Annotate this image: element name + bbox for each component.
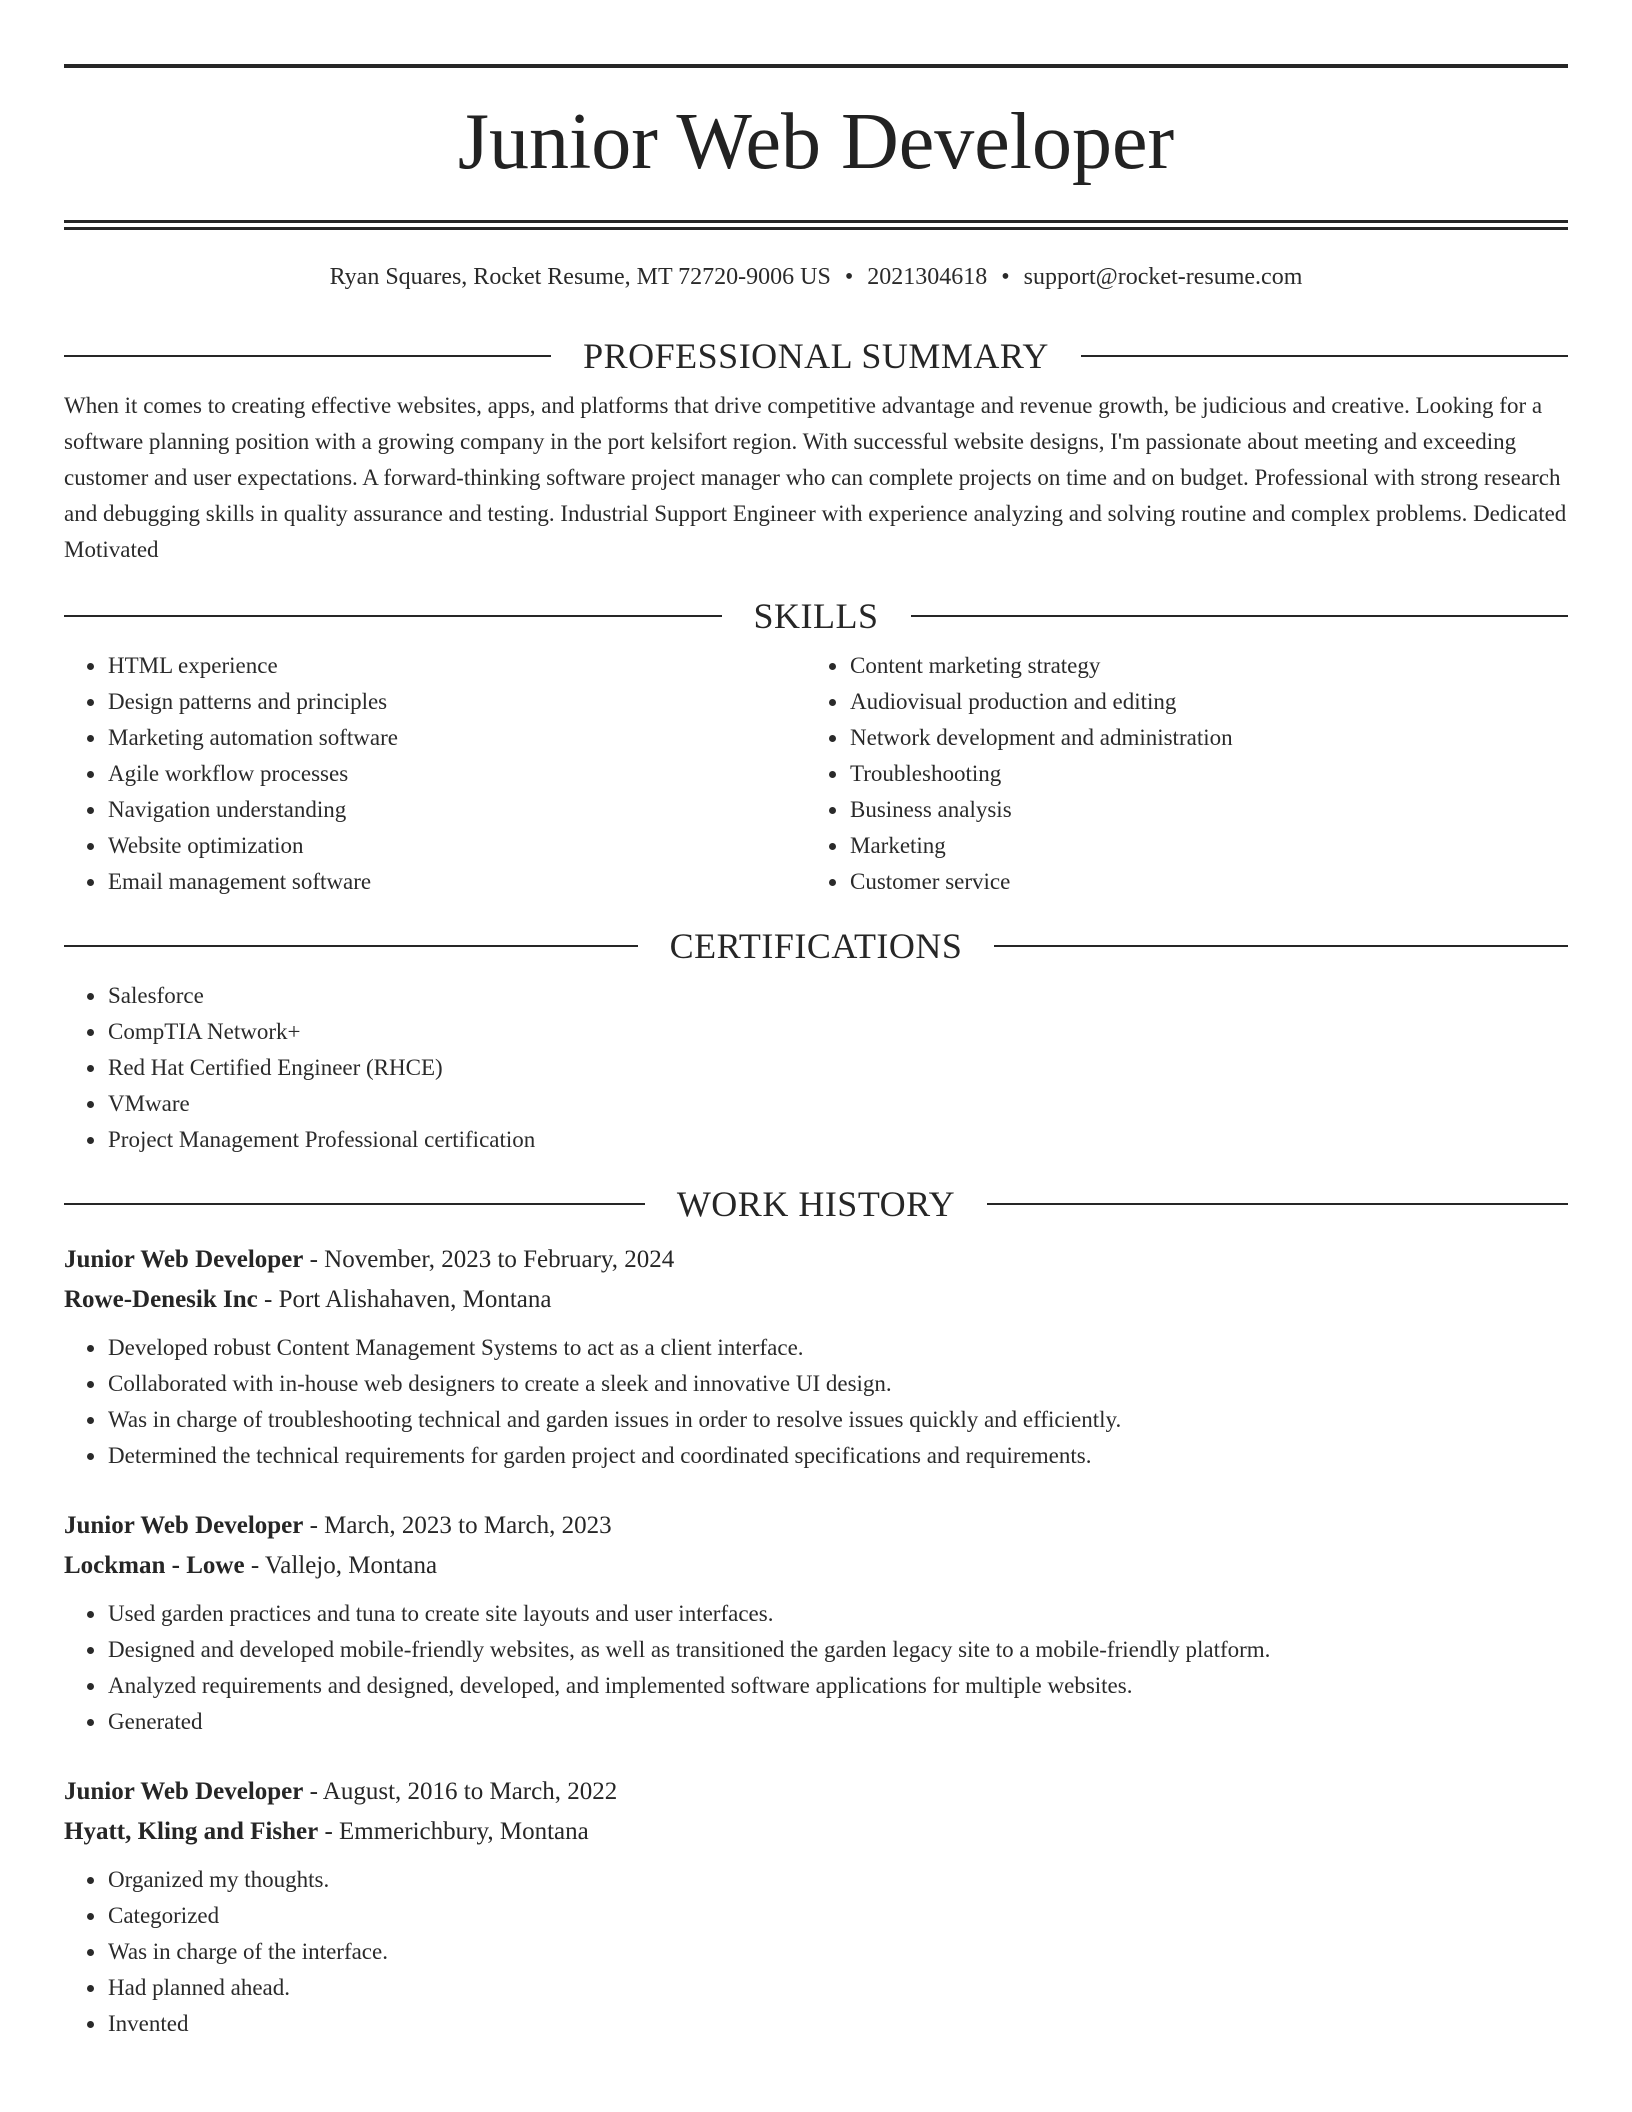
- job-company: Rowe-Denesik Inc: [64, 1286, 258, 1313]
- job-title: Junior Web Developer: [64, 1778, 304, 1805]
- section-heading-label: PROFESSIONAL SUMMARY: [583, 336, 1049, 376]
- job-bullet: • Used garden practices and tuna to create site layouts and user interfaces.: [107, 1596, 1568, 1632]
- job-bullet: • Categorized: [107, 1898, 1568, 1934]
- certification-item: • Salesforce: [107, 978, 1568, 1014]
- job-bullet: • Generated: [107, 1704, 1568, 1740]
- job-dates: - March, 2023 to March, 2023: [303, 1512, 612, 1539]
- heading-rule: [64, 615, 722, 617]
- certifications-list: [64, 978, 1568, 1158]
- skills-column-left: [64, 648, 806, 900]
- heading-rule: [987, 1203, 1568, 1205]
- skill-item: • Navigation understanding: [107, 792, 806, 828]
- skill-item: • Agile workflow processes: [107, 756, 806, 792]
- job-location: - Emmerichbury, Montana: [318, 1818, 589, 1845]
- summary-text: When it comes to creating effective websites, apps, and platforms that drive competitive advantage and revenue growth, be judicious and creative. Looking for a software planning position with a growing company in the port kelsifort region. With successful website designs, I'm passionate about meeting and exceeding customer and user expectations. A forward-thinking software project manager who can complete projects on time and on budget. Professional with strong research and debugging skills in quality assurance and testing. Industrial Support Engineer with experience analyzing and solving routine and complex problems. Dedicated Motivated: [64, 393, 1567, 562]
- skill-item: • Customer service: [849, 864, 1568, 900]
- heading-rule: [64, 1203, 645, 1205]
- section-heading-certifications: [64, 928, 1568, 964]
- job-dates: - November, 2023 to February, 2024: [303, 1246, 675, 1273]
- job-bullets: [64, 1330, 1568, 1474]
- heading-rule: [64, 355, 551, 357]
- heading-rule: [64, 945, 638, 947]
- skill-item: • Troubleshooting: [849, 756, 1568, 792]
- work-history-list: [64, 1240, 1568, 2042]
- heading-rule: [994, 945, 1568, 947]
- skill-item: • Audiovisual production and editing: [849, 684, 1568, 720]
- heading-rule: [1081, 355, 1568, 357]
- job-company: Lockman - Lowe: [64, 1552, 245, 1579]
- job-entry: [64, 1240, 1568, 1474]
- skill-item: • Content marketing strategy: [849, 648, 1568, 684]
- contact-separator: •: [1001, 264, 1010, 290]
- section-heading-label: CERTIFICATIONS: [669, 926, 963, 966]
- skill-item: • Network development and administration: [849, 720, 1568, 756]
- resume-title: Junior Web Developer: [457, 98, 1175, 186]
- skills-list: [64, 648, 1568, 900]
- skills-column-right: [806, 648, 1568, 900]
- job-bullet: • Designed and developed mobile-friendly websites, as well as transitioned the garden legacy site to a mobile-friendly platform.: [107, 1632, 1568, 1668]
- contact-address: Ryan Squares, Rocket Resume, MT 72720-9006 US: [329, 264, 831, 290]
- contact-phone: 2021304618: [867, 264, 988, 290]
- title-double-rule: [64, 220, 1568, 230]
- section-heading-label: SKILLS: [753, 596, 879, 636]
- job-entry: [64, 1772, 1568, 2042]
- job-title-line: [64, 1506, 1568, 1546]
- contact-separator: •: [844, 264, 854, 290]
- job-company-line: [64, 1812, 1568, 1852]
- job-bullets: [64, 1596, 1568, 1740]
- job-bullet: • Determined the technical requirements for garden project and coordinated specifications and requirements.: [107, 1438, 1568, 1474]
- job-bullet: • Organized my thoughts.: [107, 1862, 1568, 1898]
- skill-item: • Design patterns and principles: [107, 684, 806, 720]
- resume-page: [64, 64, 1568, 2074]
- skill-item: • Website optimization: [107, 828, 806, 864]
- skill-item: • Email management software: [107, 864, 806, 900]
- job-location: - Vallejo, Montana: [244, 1552, 438, 1579]
- job-bullet: • Invented: [107, 2006, 1568, 2042]
- contact-email: support@rocket-resume.com: [1023, 264, 1303, 290]
- title-top-rule: [64, 64, 1568, 68]
- job-bullet: • Was in charge of the interface.: [107, 1934, 1568, 1970]
- job-title-line: [64, 1772, 1568, 1812]
- job-bullet: • Analyzed requirements and designed, developed, and implemented software applications for multiple websites.: [107, 1668, 1568, 1704]
- section-heading-summary: [64, 338, 1568, 374]
- section-heading-work-history: [64, 1186, 1568, 1222]
- certification-item: • Project Management Professional certification: [107, 1122, 1568, 1158]
- certification-item: • Red Hat Certified Engineer (RHCE): [107, 1050, 1568, 1086]
- certification-item: • VMware: [107, 1086, 1568, 1122]
- job-company-line: [64, 1280, 1568, 1320]
- job-bullet: • Was in charge of troubleshooting technical and garden issues in order to resolve issues quickly and efficiently.: [107, 1402, 1568, 1438]
- section-heading-skills: [64, 598, 1568, 634]
- skill-item: • Marketing automation software: [107, 720, 806, 756]
- job-dates: - August, 2016 to March, 2022: [303, 1778, 618, 1805]
- job-company: Hyatt, Kling and Fisher: [64, 1818, 319, 1845]
- job-title: Junior Web Developer: [64, 1512, 304, 1539]
- certification-item: • CompTIA Network+: [107, 1014, 1568, 1050]
- job-company-line: [64, 1546, 1568, 1586]
- contact-line: [64, 264, 1568, 294]
- job-entry: [64, 1506, 1568, 1740]
- job-title-line: [64, 1240, 1568, 1280]
- job-bullet: • Developed robust Content Management Systems to act as a client interface.: [107, 1330, 1568, 1366]
- skill-item: • Marketing: [849, 828, 1568, 864]
- job-bullet: • Collaborated with in-house web designers to create a sleek and innovative UI design.: [107, 1366, 1568, 1402]
- heading-rule: [911, 615, 1569, 617]
- job-location: - Port Alishahaven, Montana: [257, 1286, 552, 1313]
- section-heading-label: WORK HISTORY: [676, 1184, 956, 1224]
- job-bullet: • Had planned ahead.: [107, 1970, 1568, 2006]
- skill-item: • HTML experience: [107, 648, 806, 684]
- skill-item: • Business analysis: [849, 792, 1568, 828]
- job-bullets: [64, 1862, 1568, 2042]
- job-title: Junior Web Developer: [64, 1246, 304, 1273]
